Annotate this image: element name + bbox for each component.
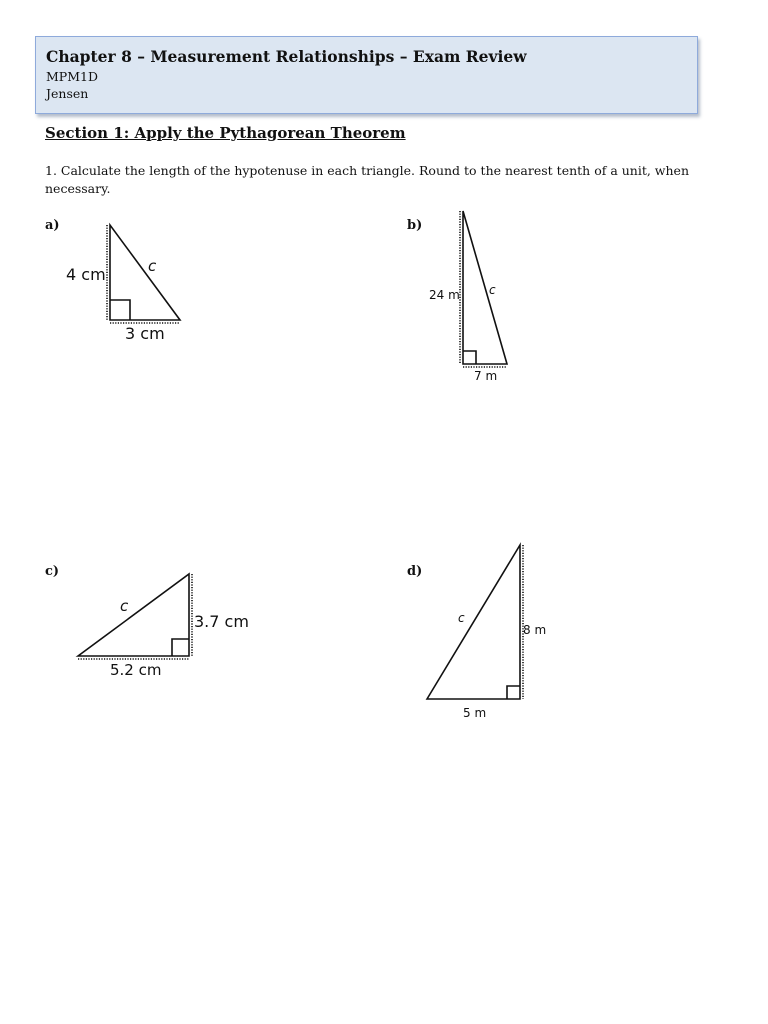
triangle-a-side1-label: 4 cm <box>66 265 106 284</box>
triangle-c-side2-label: 5.2 cm <box>110 661 162 679</box>
teacher-name: Jensen <box>46 86 89 101</box>
triangle-c-hyp-label: c <box>120 597 129 615</box>
triangle-c-right-angle-marker <box>172 639 189 656</box>
triangle-a-side2-label: 3 cm <box>125 324 165 343</box>
triangle-b-side2-label: 7 m <box>474 369 498 383</box>
triangle-a-shape <box>110 225 180 320</box>
triangle-b-right-angle-marker <box>463 351 476 364</box>
question-instructions: 1. Calculate the length of the hypotenuse in each triangle. Round to the nearest tenth of a unit, when necessary. <box>45 163 690 196</box>
header-box <box>35 36 698 114</box>
triangle-d-shape <box>427 545 520 699</box>
part-a-label: a) <box>45 218 60 233</box>
part-d-label: d) <box>407 564 423 579</box>
section-title: Section 1: Apply the Pythagorean Theorem <box>45 124 406 142</box>
triangle-d-hyp-label: c <box>458 611 465 625</box>
triangle-b-side1-label: 24 m <box>429 288 460 302</box>
triangle-a-right-angle-marker <box>110 300 130 320</box>
triangle-d-figure <box>420 540 560 725</box>
triangle-c-side1-label: 3.7 cm <box>194 612 249 631</box>
triangle-d-right-angle-marker <box>507 686 520 699</box>
triangle-d-side1-label: 8 m <box>523 623 547 637</box>
course-code: MPM1D <box>46 69 98 84</box>
triangle-b-hyp-label: c <box>489 283 496 297</box>
triangle-b-shape <box>463 211 507 364</box>
triangle-a-hyp-label: c <box>148 257 157 275</box>
triangle-c-figure <box>70 565 260 680</box>
triangle-d-side2-label: 5 m <box>463 706 487 720</box>
triangle-b-figure <box>425 205 535 390</box>
part-c-label: c) <box>45 564 60 579</box>
document-title: Chapter 8 – Measurement Relationships – Exam Review <box>46 47 527 66</box>
part-b-label: b) <box>407 218 423 233</box>
triangle-a-figure <box>60 215 200 350</box>
